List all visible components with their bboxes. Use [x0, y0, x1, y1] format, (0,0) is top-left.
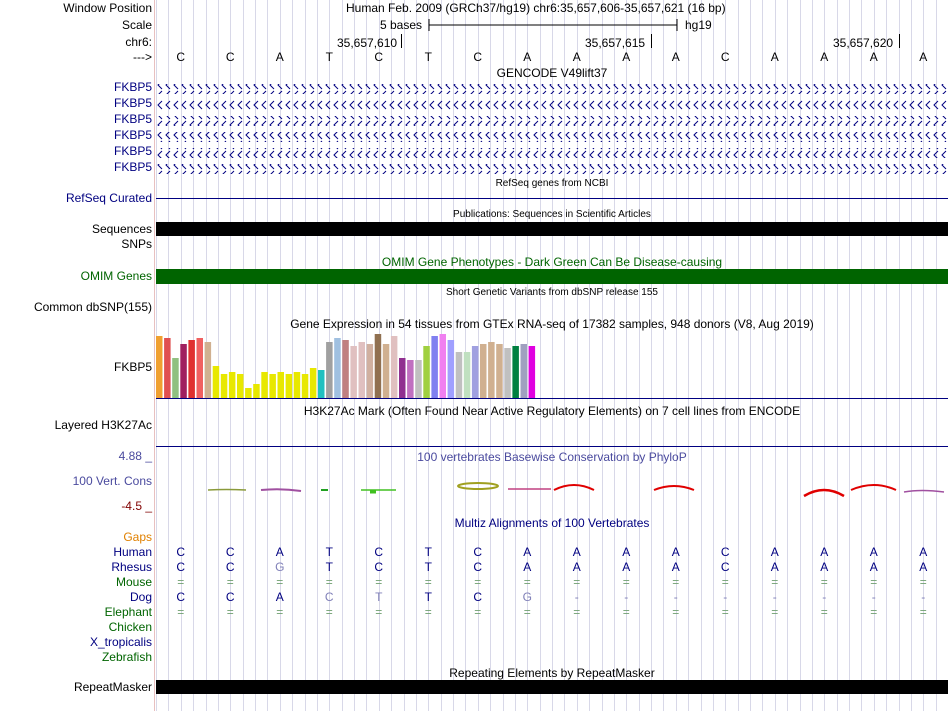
mouse-base: =: [820, 575, 828, 589]
h3k27-baseline[interactable]: [156, 446, 948, 447]
label-chicken[interactable]: Chicken: [108, 620, 152, 634]
rhesus-base: C: [176, 560, 186, 574]
ruler-pos-2: 35,657,615: [585, 36, 646, 50]
gtex-tissue-bar: [342, 340, 349, 398]
label-mouse[interactable]: Mouse: [115, 575, 152, 589]
elephant-base: =: [424, 605, 432, 619]
gencode-title: GENCODE V49lift37: [496, 66, 608, 80]
gtex-tissue-bar: [440, 334, 447, 398]
mouse-base: =: [721, 575, 729, 589]
dbsnp-title: Short Genetic Variants from dbSNP release 155: [446, 287, 658, 298]
reference-base: A: [572, 50, 581, 64]
reference-base: T: [325, 50, 333, 64]
elephant-base: =: [622, 605, 630, 619]
alignment-elephant: [156, 605, 948, 619]
label-dbsnp[interactable]: Common dbSNP(155): [33, 300, 152, 314]
rhesus-base: G: [275, 560, 285, 574]
label-window-position: Window Position: [63, 1, 152, 15]
label-sequences[interactable]: Sequences: [91, 222, 152, 236]
alignment-rhesus: [156, 560, 948, 574]
human-base: C: [374, 545, 384, 559]
multiz-title: Multiz Alignments of 100 Vertebrates: [454, 516, 650, 530]
gtex-tissue-bar: [472, 346, 479, 398]
label-xtrop[interactable]: X_tropicalis: [89, 635, 152, 649]
label-omim[interactable]: OMIM Genes: [80, 269, 152, 283]
label-dog[interactable]: Dog: [129, 590, 152, 604]
dog-base: C: [324, 590, 334, 604]
label-chrom: chr6:: [125, 35, 152, 49]
label-cons[interactable]: 100 Vert. Cons: [72, 474, 152, 488]
mouse-base: =: [226, 575, 234, 589]
rhesus-base: A: [869, 560, 878, 574]
human-base: A: [572, 545, 581, 559]
gencode-transcript: [156, 116, 948, 126]
label-scale: Scale: [121, 18, 152, 32]
mouse-base: =: [870, 575, 878, 589]
gtex-baseline: [156, 398, 948, 399]
dog-base: -: [772, 590, 777, 604]
ruler-tick-3: [899, 34, 900, 48]
reference-base: C: [176, 50, 186, 64]
repeatmasker-bar[interactable]: [156, 680, 948, 694]
gtex-tissue-bar: [197, 338, 204, 398]
gtex-tissue-bar: [464, 352, 471, 398]
label-fkbp5-3[interactable]: FKBP5: [113, 112, 152, 126]
gtex-tissue-bar: [318, 370, 325, 398]
human-base: C: [720, 545, 730, 559]
elephant-base: =: [721, 605, 729, 619]
label-divider[interactable]: [154, 0, 155, 711]
mouse-base: =: [424, 575, 432, 589]
reference-base: C: [720, 50, 730, 64]
dog-base: C: [176, 590, 186, 604]
rhesus-base: A: [770, 560, 779, 574]
assembly-label: hg19: [685, 18, 712, 32]
human-base: A: [770, 545, 779, 559]
mouse-base: =: [177, 575, 185, 589]
mouse-base: =: [672, 575, 680, 589]
label-human[interactable]: Human: [113, 545, 152, 559]
elephant-base: =: [870, 605, 878, 619]
mouse-base: =: [771, 575, 779, 589]
gencode-transcript: [156, 84, 948, 94]
gtex-tissue-bar: [350, 346, 357, 398]
reference-base: A: [275, 50, 284, 64]
gtex-tissue-bar: [286, 374, 293, 398]
mouse-base: =: [474, 575, 482, 589]
rhesus-base: A: [523, 560, 532, 574]
dog-base: T: [424, 590, 432, 604]
label-strand: --->: [133, 50, 152, 64]
gtex-tissue-bar: [269, 374, 276, 398]
human-base: C: [473, 545, 483, 559]
gtex-tissue-bar: [423, 346, 430, 398]
human-base: A: [820, 545, 829, 559]
label-snps[interactable]: SNPs: [121, 237, 152, 251]
label-elephant[interactable]: Elephant: [104, 605, 152, 619]
elephant-base: =: [919, 605, 927, 619]
label-cons-min: -4.5 _: [121, 499, 152, 513]
rhesus-base: C: [225, 560, 235, 574]
mouse-base: =: [523, 575, 531, 589]
dog-base: C: [225, 590, 235, 604]
elephant-base: =: [325, 605, 333, 619]
rhesus-base: A: [572, 560, 581, 574]
gtex-tissue-bar: [205, 342, 212, 398]
omim-title: OMIM Gene Phenotypes - Dark Green Can Be Disease-causing: [381, 255, 723, 269]
rhesus-base: C: [473, 560, 483, 574]
label-refseq[interactable]: RefSeq Curated: [65, 191, 152, 205]
gtex-tissue-bar: [431, 336, 438, 398]
phylop-title: 100 vertebrates Basewise Conservation by PhyloP: [417, 450, 687, 464]
human-base: T: [325, 545, 333, 559]
label-zebrafish[interactable]: Zebrafish: [101, 650, 152, 664]
rhesus-base: A: [919, 560, 928, 574]
dog-base: A: [275, 590, 284, 604]
human-base: A: [671, 545, 680, 559]
gtex-tissue-bar: [278, 372, 285, 398]
label-fkbp5-5[interactable]: FKBP5: [113, 144, 152, 158]
dog-base: -: [723, 590, 728, 604]
repeat-title: Repeating Elements by RepeatMasker: [449, 666, 655, 680]
rhesus-base: T: [424, 560, 432, 574]
rhesus-base: A: [622, 560, 631, 574]
human-base: A: [523, 545, 532, 559]
gtex-tissue-bar: [237, 374, 244, 398]
ruler-pos-3: 35,657,620: [833, 36, 894, 50]
mouse-base: =: [919, 575, 927, 589]
gtex-tissue-bar: [229, 372, 236, 398]
rhesus-base: C: [720, 560, 730, 574]
reference-base: A: [919, 50, 928, 64]
refseq-line[interactable]: [156, 198, 948, 199]
label-gtex-gene[interactable]: FKBP5: [113, 360, 152, 374]
reference-sequence: [156, 50, 948, 64]
elephant-base: =: [820, 605, 828, 619]
phylop-plot[interactable]: [156, 478, 948, 502]
gtex-tissue-bar: [529, 346, 536, 398]
gtex-tissue-bar: [221, 374, 228, 398]
gtex-tissue-bar: [496, 344, 503, 398]
human-base: A: [622, 545, 631, 559]
reference-base: A: [869, 50, 878, 64]
elephant-base: =: [474, 605, 482, 619]
human-base: C: [176, 545, 186, 559]
reference-base: C: [225, 50, 235, 64]
gtex-tissue-bar: [521, 344, 528, 398]
ruler-tick-2: [651, 34, 652, 48]
gtex-tissue-bar: [261, 372, 268, 398]
dog-base: -: [822, 590, 827, 604]
elephant-base: =: [573, 605, 581, 619]
gencode-transcript: [156, 164, 948, 174]
mouse-base: =: [325, 575, 333, 589]
gtex-tissue-bar: [172, 358, 179, 398]
gencode-transcript: [156, 132, 948, 142]
gtex-tissue-bar: [488, 342, 495, 398]
gtex-tissue-bar: [456, 352, 463, 398]
reference-base: A: [770, 50, 779, 64]
elephant-base: =: [177, 605, 185, 619]
gtex-tissue-bar: [245, 388, 252, 398]
reference-base: C: [374, 50, 384, 64]
alignment-human: [156, 545, 948, 559]
dog-base: -: [624, 590, 629, 604]
gencode-transcript: [156, 148, 948, 158]
dog-base: -: [574, 590, 579, 604]
reference-base: A: [820, 50, 829, 64]
publications-title: Publications: Sequences in Scientific Articles: [453, 209, 651, 220]
rhesus-base: C: [374, 560, 384, 574]
reference-base: A: [671, 50, 680, 64]
label-fkbp5-6[interactable]: FKBP5: [113, 160, 152, 174]
gtex-tissue-bar: [334, 338, 341, 398]
dog-base: -: [921, 590, 926, 604]
reference-base: C: [473, 50, 483, 64]
reference-base: T: [424, 50, 432, 64]
sequences-bar[interactable]: [156, 222, 948, 236]
rhesus-base: A: [820, 560, 829, 574]
gtex-title: Gene Expression in 54 tissues from GTEx RNA-seq of 17382 samples, 948 donors (V8, Aug 2019): [290, 317, 814, 331]
gtex-tissue-bar: [359, 342, 366, 398]
dog-base: T: [375, 590, 383, 604]
gtex-tissue-bar: [326, 342, 333, 398]
elephant-base: =: [276, 605, 284, 619]
gtex-bar-chart[interactable]: [156, 330, 556, 400]
human-base: A: [869, 545, 878, 559]
gtex-tissue-bar: [164, 338, 171, 398]
gtex-tissue-bar: [480, 344, 487, 398]
gtex-tissue-bar: [253, 384, 260, 398]
alignment-mouse: [156, 575, 948, 589]
gencode-transcript: [156, 100, 948, 110]
gtex-tissue-bar: [180, 344, 187, 398]
ruler-pos-1: 35,657,610: [337, 36, 398, 50]
position-title: Human Feb. 2009 (GRCh37/hg19) chr6:35,657,606-35,657,621 (16 bp): [346, 1, 726, 15]
elephant-base: =: [672, 605, 680, 619]
gtex-tissue-bar: [375, 334, 382, 398]
gtex-tissue-bar: [512, 346, 519, 398]
dog-base: C: [473, 590, 483, 604]
gtex-tissue-bar: [294, 372, 301, 398]
label-repeatmasker[interactable]: RepeatMasker: [73, 680, 152, 694]
mouse-base: =: [573, 575, 581, 589]
elephant-base: =: [226, 605, 234, 619]
elephant-base: =: [771, 605, 779, 619]
alignment-dog: [156, 590, 948, 604]
gtex-tissue-bar: [383, 344, 390, 398]
reference-base: A: [523, 50, 532, 64]
scale-bar: [428, 17, 680, 33]
gtex-tissue-bar: [310, 368, 317, 398]
ruler-tick-1: [401, 34, 402, 48]
gtex-tissue-bar: [367, 344, 374, 398]
mouse-base: =: [375, 575, 383, 589]
rhesus-base: A: [671, 560, 680, 574]
elephant-base: =: [523, 605, 531, 619]
label-h3k27[interactable]: Layered H3K27Ac: [54, 418, 152, 432]
human-base: C: [225, 545, 235, 559]
gtex-tissue-bar: [391, 336, 398, 398]
human-base: T: [424, 545, 432, 559]
human-base: A: [919, 545, 928, 559]
gtex-tissue-bar: [504, 348, 511, 398]
human-base: A: [275, 545, 284, 559]
elephant-base: =: [375, 605, 383, 619]
refseq-title: RefSeq genes from NCBI: [495, 178, 609, 189]
label-fkbp5-2[interactable]: FKBP5: [113, 96, 152, 110]
gencode-transcripts[interactable]: [156, 80, 948, 176]
dog-base: G: [522, 590, 532, 604]
dog-base: -: [673, 590, 678, 604]
dog-base: -: [871, 590, 876, 604]
gtex-tissue-bar: [156, 336, 163, 398]
omim-bar[interactable]: [156, 269, 948, 284]
gtex-tissue-bar: [407, 360, 414, 398]
mouse-base: =: [622, 575, 630, 589]
label-fkbp5-1[interactable]: FKBP5: [113, 80, 152, 94]
mouse-base: =: [276, 575, 284, 589]
label-gaps[interactable]: Gaps: [123, 530, 152, 544]
gtex-tissue-bar: [415, 360, 422, 398]
label-cons-max: 4.88 _: [118, 449, 152, 463]
rhesus-base: T: [325, 560, 333, 574]
h3k27-title: H3K27Ac Mark (Often Found Near Active Regulatory Elements) on 7 cell lines from ENCODE: [303, 404, 801, 418]
gtex-tissue-bar: [399, 358, 406, 398]
scale-text: 5 bases: [380, 18, 423, 32]
gtex-tissue-bar: [302, 374, 309, 398]
gtex-tissue-bar: [448, 340, 455, 398]
label-rhesus[interactable]: Rhesus: [111, 560, 152, 574]
gtex-tissue-bar: [213, 366, 220, 398]
gtex-tissue-bar: [188, 340, 195, 398]
reference-base: A: [622, 50, 631, 64]
label-fkbp5-4[interactable]: FKBP5: [113, 128, 152, 142]
